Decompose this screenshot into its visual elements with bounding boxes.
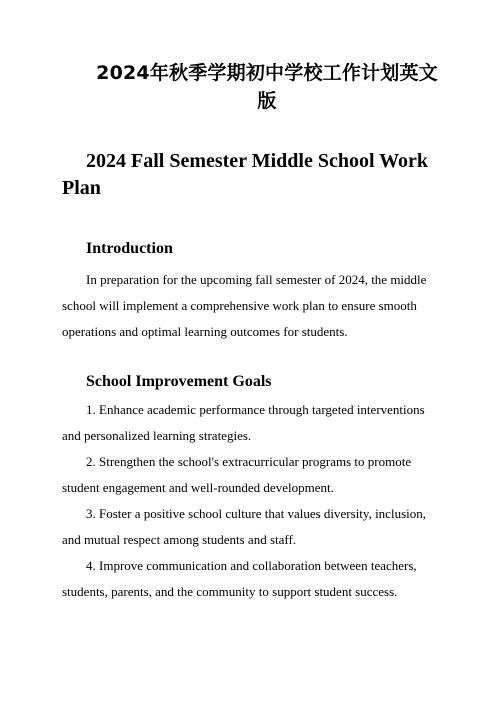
document-title: 2024年秋季学期初中学校工作计划英文版 (96, 62, 438, 112)
goal-item: 1. Enhance academic performance through targeted interventions and personalized learning strategies. (62, 402, 425, 443)
goals-list (62, 397, 440, 605)
introduction-heading: Introduction (86, 240, 173, 257)
goals-heading: School Improvement Goals (86, 373, 272, 390)
introduction-section (62, 239, 440, 345)
introduction-paragraph: In preparation for the upcoming fall semester of 2024, the middle school will implement a comprehensive work plan to ensure smooth operations and optimal learning outcomes for students. (62, 272, 427, 339)
goal-item: 3. Foster a positive school culture that values diversity, inclusion, and mutual respect among students and staff. (62, 506, 426, 547)
goal-item: 2. Strengthen the school's extracurricular programs to promote student engagement and well-rounded development. (62, 454, 412, 495)
document-subtitle: 2024 Fall Semester Middle School Work Plan (62, 150, 429, 199)
goal-item: 4. Improve communication and collaboration between teachers, students, parents, and the community to support student success. (62, 558, 417, 599)
document-page (0, 59, 502, 708)
goals-section (62, 372, 440, 605)
